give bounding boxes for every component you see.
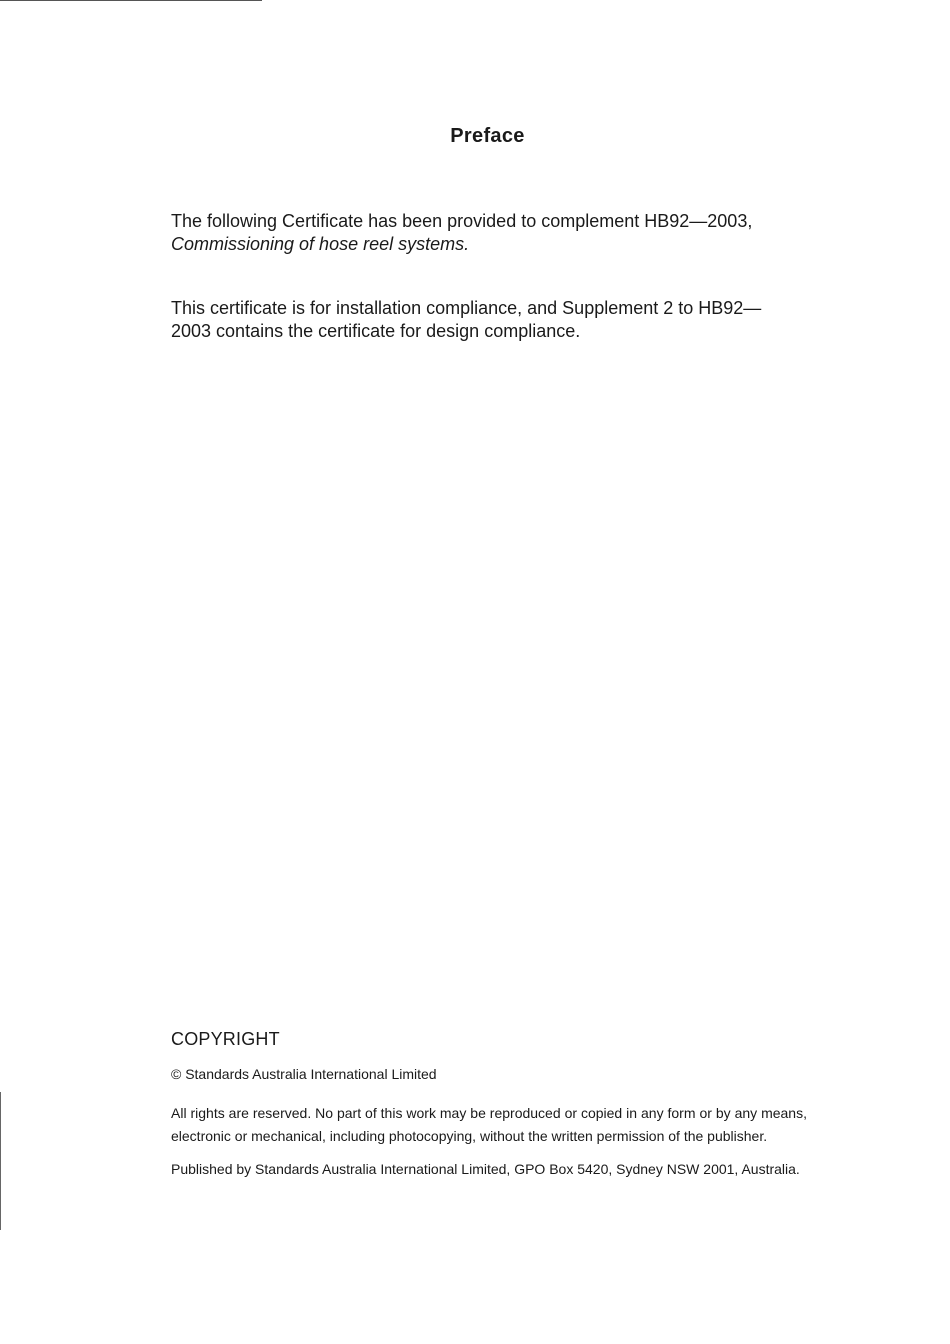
copyright-heading: COPYRIGHT [171,1029,280,1049]
scan-edge-top [0,0,262,1]
handbook-title: Commissioning of hose reel systems. [171,234,470,254]
intro-paragraph-1-text: The following Certificate has been provided to complement HB92—2003, [171,211,753,231]
scan-edge-left [0,1092,1,1230]
copyright-section [171,1029,807,1181]
intro-paragraph-2: This certificate is for installation compliance, and Supplement 2 to HB92—2003 contains the certificate for design compliance. [171,298,762,341]
rights-statement: All rights are reserved. No part of this work may be reproduced or copied in any form or by any means, electronic or mechanical, including photocopying, without the written permission of the publisher. [171,1105,807,1144]
intro-paragraph-1 [171,210,771,256]
page-title: Preface [450,125,525,147]
copyright-owner: © Standards Australia International Limited [171,1066,437,1082]
publisher-statement: Published by Standards Australia International Limited, GPO Box 5420, Sydney NSW 2001, Australia. [171,1161,800,1177]
